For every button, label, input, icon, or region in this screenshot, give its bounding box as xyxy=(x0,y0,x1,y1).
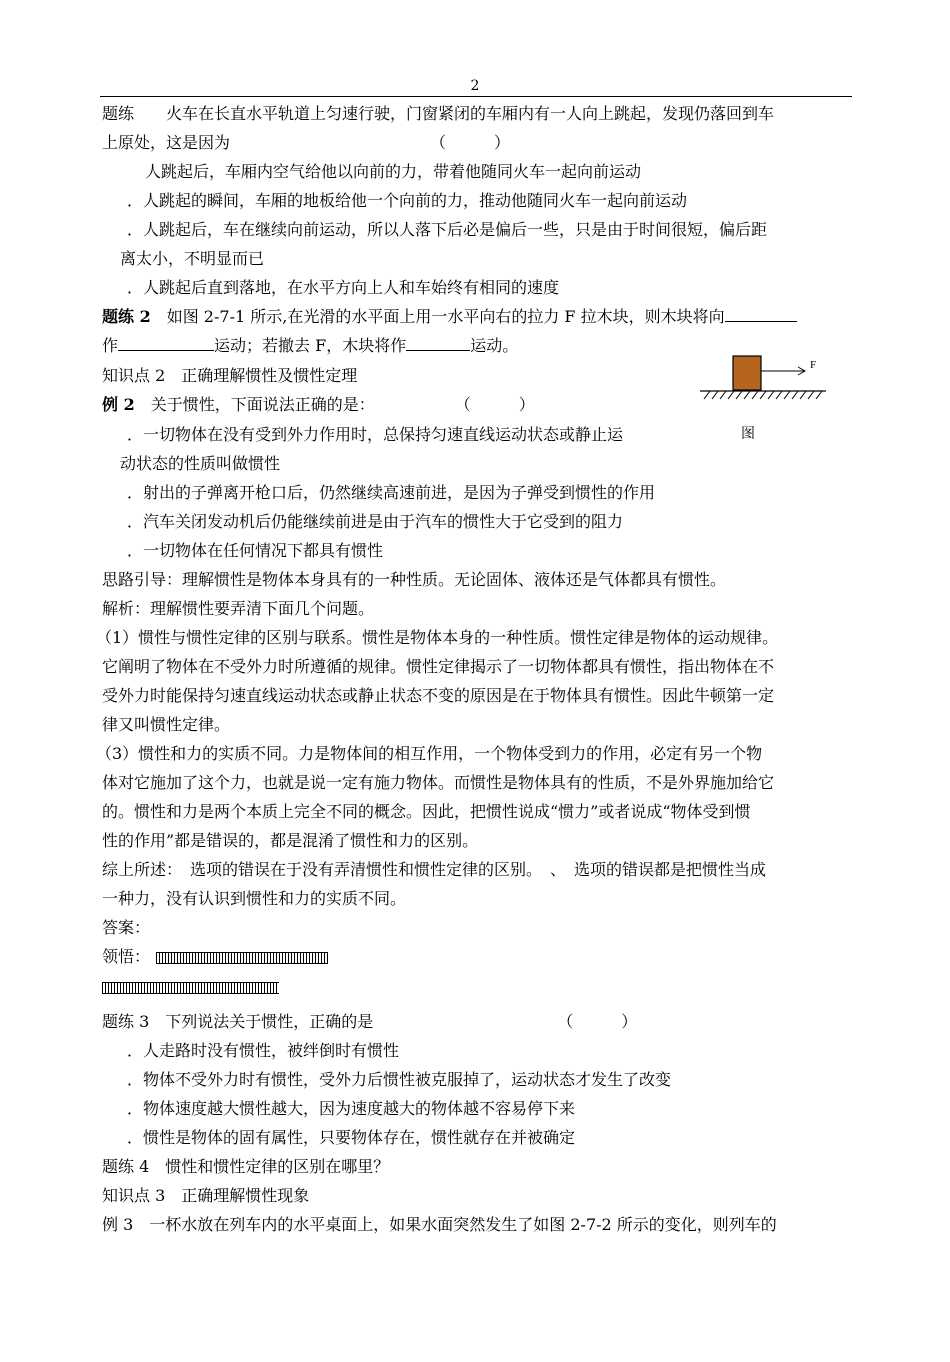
option-a: ．一切物体在没有受到外力作用时，总保持匀速直线运动状态或静止运 xyxy=(127,425,624,444)
option-b: ．射出的子弹离开枪口后，仍然继续高速前进，是因为子弹受到惯性的作用 xyxy=(127,483,656,502)
exercise-label: 题练 2 xyxy=(102,307,151,326)
analysis-point-1-cont: 受外力时能保持匀速直线运动状态或静止状态不变的原因是在于物体具有惯性。因此牛顿第一定 xyxy=(102,686,775,705)
option-c: ．汽车关闭发动机后仍能继续前进是由于汽车的惯性大于它受到的阻力 xyxy=(127,512,624,531)
example-3-question: 例 3 一杯水放在列车内的水平桌面上，如果水面突然发生了如图 2-7-2 所示的变化，则列车的 xyxy=(102,1215,777,1234)
force-label: F xyxy=(810,359,817,371)
analysis-point-1-cont: 它阐明了物体在不受外力时所遵循的规律。惯性定律揭示了一切物体都具有惯性，指出物体在不 xyxy=(102,657,775,676)
hint-paragraph: 思路引导：理解惯性是物体本身具有的一种性质。无论固体、液体还是气体都具有惯性。 xyxy=(102,570,727,589)
option-d: ．惯性是物体的固有属性，只要物体存在，惯性就存在并被确定 xyxy=(127,1128,576,1147)
exercise-4-question: 题练 4 惯性和惯性定律的区别在哪里？ xyxy=(102,1157,390,1176)
option-d: ．人跳起后直到落地，在水平方向上人和车始终有相同的速度 xyxy=(127,278,560,297)
option-c: ．人跳起后，车在继续向前运动，所以人落下后必是偏后一些，只是由于时间很短，偏后距 xyxy=(127,220,768,239)
exercise-1-question: 题练 火车在长直水平轨道上匀速行驶，门窗紧闭的车厢内有一人向上跳起，发现仍落回到车 xyxy=(102,104,775,123)
option-a: 人跳起后，车厢内空气给他以向前的力，带着他随同火车一起向前运动 xyxy=(145,162,642,181)
analysis-point-3: （3）惯性和力的实质不同。力是物体间的相互作用，一个物体受到力的作用，必定有另一个物 xyxy=(96,744,763,763)
answer-blank[interactable] xyxy=(118,336,214,351)
analysis-heading: 解析：理解惯性要弄清下面几个问题。 xyxy=(102,599,375,618)
page-number: 2 xyxy=(470,78,480,94)
exercise-2-question: 题练 2 如图 2-7-1 所示,在光滑的水平面上用一水平向右的拉力 F 拉木块，则木块将向 xyxy=(102,307,797,327)
knowledge-point-2: 知识点 2 正确理解惯性及惯性定理 xyxy=(102,366,358,385)
insight-fill-lines xyxy=(102,982,279,994)
summary: 综上所述： 选项的错误在于没有弄清惯性和惯性定律的区别。 、 选项的错误都是把惯性当成 xyxy=(102,860,767,879)
ground-hatching xyxy=(704,391,822,399)
analysis-point-3-cont: 体对它施加了这个力，也就是说一定有施力物体。而惯性是物体具有的性质，不是外界施加给它 xyxy=(102,773,775,792)
insight-label: 领悟： xyxy=(102,947,151,966)
figure-block-on-surface xyxy=(698,350,828,410)
option-d: ．一切物体在任何情况下都具有惯性 xyxy=(127,541,384,560)
exercise-2-question-cont: 作 运动；若撤去 F，木块将作 运动。 xyxy=(102,336,519,355)
option-b: ．物体不受外力时有惯性，受外力后惯性被克服掉了，运动状态才发生了改变 xyxy=(127,1070,672,1089)
option-b: ．人跳起的瞬间，车厢的地板给他一个向前的力，推动他随同火车一起向前运动 xyxy=(127,191,688,210)
header-rule xyxy=(100,96,852,97)
insight-fill-lines xyxy=(156,952,328,964)
exercise-3-question: 题练 3 下列说法关于惯性，正确的是 （ ） xyxy=(102,1012,638,1031)
exercise-1-question-cont: 上原处，这是因为 （ ） xyxy=(102,133,511,152)
figure-caption: 图 xyxy=(741,426,755,442)
analysis-point-3-cont: 的。惯性和力是两个本质上完全不同的概念。因此，把惯性说成“惯力”或者说成“物体受到惯 xyxy=(102,802,751,821)
answer-blank[interactable] xyxy=(725,307,797,322)
answer-blank[interactable] xyxy=(406,336,470,351)
exercise-label: 题练 xyxy=(102,104,135,123)
example-2-question: 例 2 关于惯性，下面说法正确的是： （ ） xyxy=(102,395,535,414)
wooden-block xyxy=(733,356,761,390)
option-a: ．人走路时没有惯性，被绊倒时有惯性 xyxy=(127,1041,400,1060)
analysis-point-3-cont: 性的作用”都是错误的，都是混淆了惯性和力的区别。 xyxy=(102,831,479,850)
answer-label: 答案： xyxy=(102,918,151,937)
summary-cont: 一种力，没有认识到惯性和力的实质不同。 xyxy=(102,889,407,908)
option-c: ．物体速度越大惯性越大，因为速度越大的物体越不容易停下来 xyxy=(127,1099,576,1118)
analysis-point-1-cont: 律又叫惯性定律。 xyxy=(102,715,231,734)
option-c-cont: 离太小，不明显而已 xyxy=(120,249,265,268)
analysis-point-1: （1）惯性与惯性定律的区别与联系。惯性是物体本身的一种性质。惯性定律是物体的运动规律。 xyxy=(96,628,779,647)
option-a-cont: 动状态的性质叫做惯性 xyxy=(120,454,281,473)
knowledge-point-3: 知识点 3 正确理解惯性现象 xyxy=(102,1186,310,1205)
